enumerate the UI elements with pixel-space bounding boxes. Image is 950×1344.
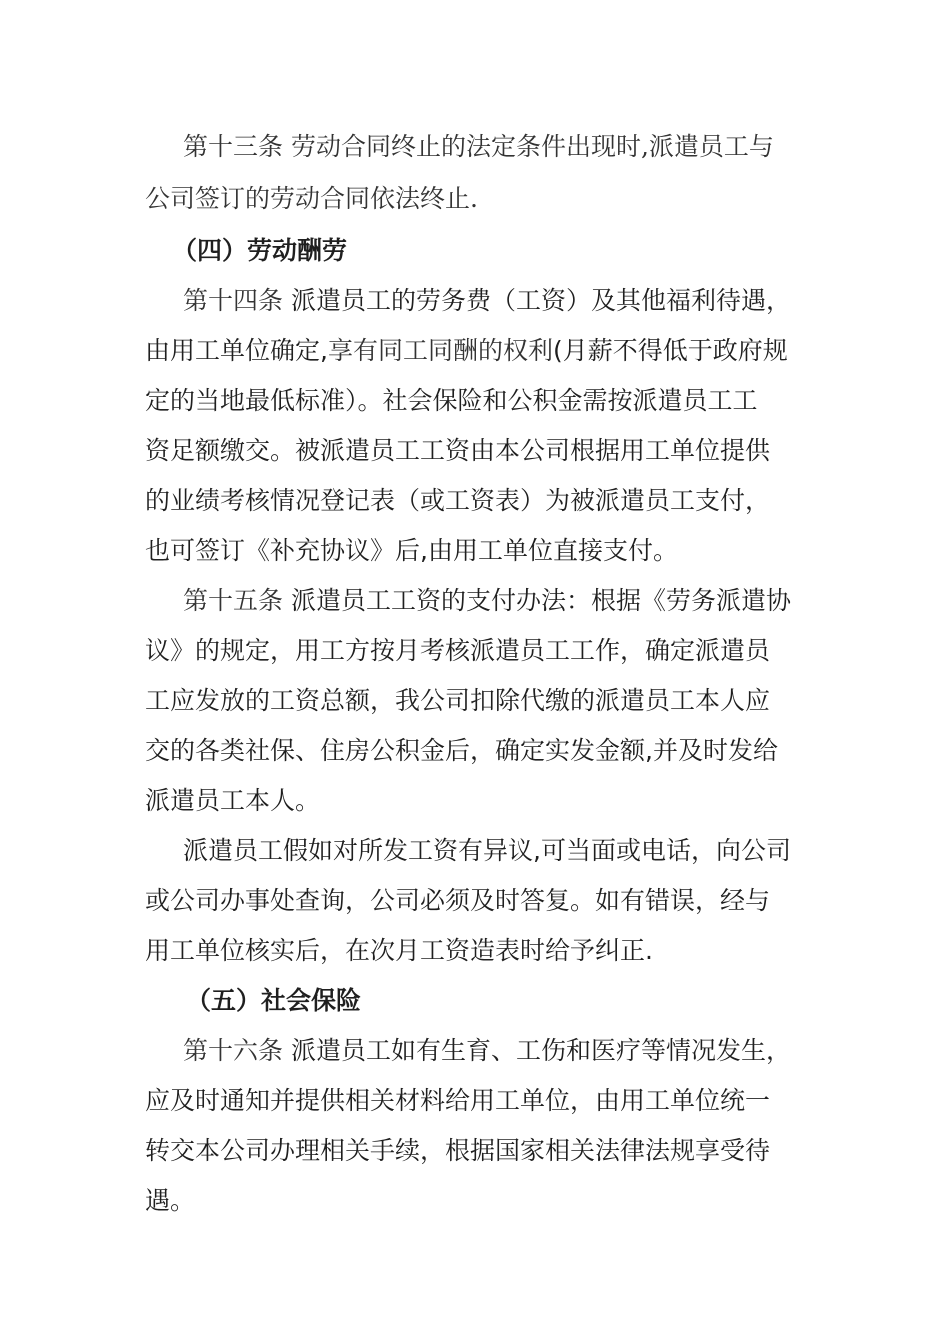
article-14-line-1 <box>183 286 791 316</box>
article-16-number: 第十六条 <box>183 1036 284 1065</box>
article-14-line-5: 的业绩考核情况登记表（或工资表）为被派遣员工支付， <box>145 486 771 515</box>
article-16-text: 派遣员工如有生育、工伤和医疗等情况发生， <box>283 1036 791 1065</box>
article-14-line-2-part-a: 由用工单位确定, <box>145 336 328 365</box>
article-15-line-4: 交的各类社保、住房公积金后，确定实发金额,并及时发给 <box>145 736 778 765</box>
article-14-line-3: 定的当地最低标准）。社会保险和公积金需按派遣员工工 <box>145 386 758 415</box>
article-14-number: 第十四条 <box>183 286 284 315</box>
objection-line-3: 用工单位核实后，在次月工资造表时给予纠正. <box>145 936 653 965</box>
article-15-number: 第十五条 <box>183 586 284 615</box>
article-16-line-4: 遇。 <box>145 1186 196 1215</box>
article-15-line-1 <box>183 586 791 616</box>
article-13-line-2: 公司签订的劳动合同依法终止. <box>145 184 478 213</box>
article-14-line-2-part-b: 享有同工同酬的权利 <box>327 336 553 365</box>
article-16-line-1 <box>183 1036 791 1066</box>
article-15-line-5: 派遣员工本人。 <box>145 786 321 815</box>
article-13-line-1: 第十三条 劳动合同终止的法定条件出现时,派遣员工与 <box>183 132 774 161</box>
article-15-line-3: 工应发放的工资总额，我公司扣除代缴的派遣员工本人应 <box>145 686 771 715</box>
article-14-line-2 <box>145 336 788 366</box>
article-14-line-6: 也可签订《补充协议》后,由用工单位直接支付。 <box>145 536 678 565</box>
article-16-line-3: 转交本公司办理相关手续，根据国家相关法律法规享受待 <box>145 1136 771 1165</box>
article-14-text: 派遣员工的劳务费（工资）及其他福利待遇， <box>283 286 791 315</box>
objection-line-1: 派遣员工假如对所发工资有异议,可当面或电话，向公司 <box>183 836 791 865</box>
article-14-line-2-part-c: (月薪不得低于政府规 <box>552 336 788 365</box>
article-15-line-2: 议》的规定，用工方按月考核派遣员工工作，确定派遣员 <box>145 636 771 665</box>
objection-line-2: 或公司办事处查询，公司必须及时答复。如有错误，经与 <box>145 886 771 915</box>
article-16-line-2: 应及时通知并提供相关材料给用工单位，由用工单位统一 <box>145 1086 771 1115</box>
section-4-heading: （四）劳动酬劳 <box>172 236 348 265</box>
section-5-heading: （五）社会保险 <box>186 986 362 1015</box>
article-15-text: 派遣员工工资的支付办法：根据《劳务派遣协 <box>283 586 791 615</box>
article-14-line-4: 资足额缴交。被派遣员工工资由本公司根据用工单位提供 <box>145 436 771 465</box>
